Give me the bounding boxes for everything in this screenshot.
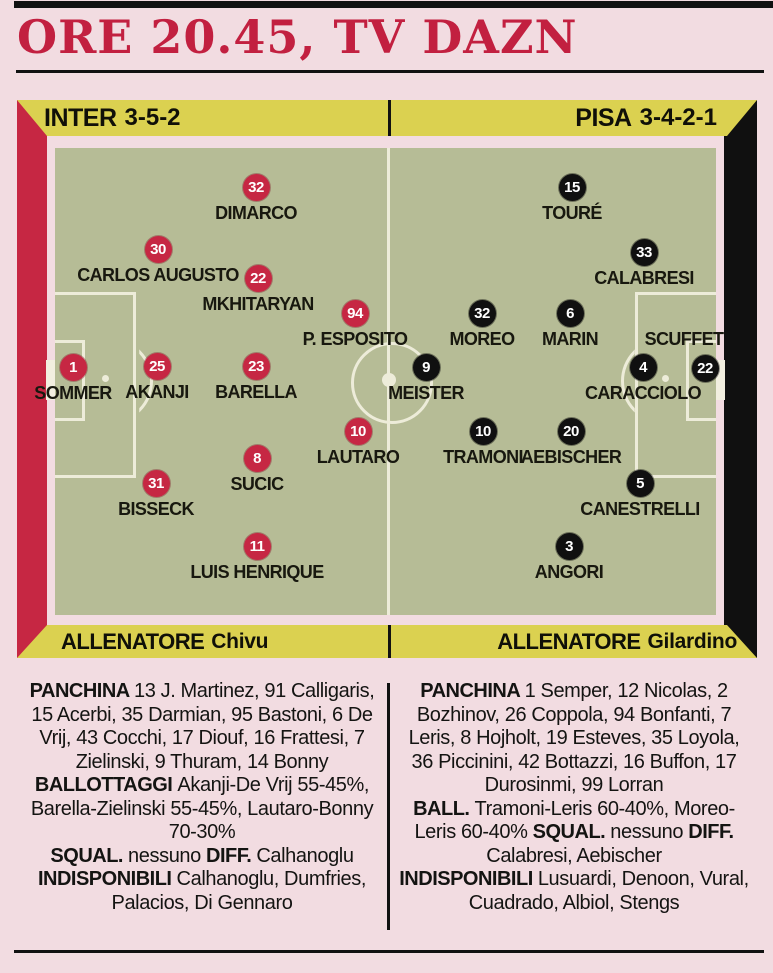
shirt-number-badge: 15 (559, 174, 586, 201)
coaches-band (17, 625, 757, 658)
player-away-moreo (449, 300, 515, 349)
home-coach (61, 625, 268, 658)
player-name-label: DIMARCO (215, 202, 297, 223)
notes-paragraph (28, 774, 376, 845)
away-color-triangle (727, 100, 757, 136)
player-name-label: CARACCIOLO (585, 382, 701, 403)
title-underline-rule (16, 70, 764, 73)
pitch-zone (17, 136, 757, 625)
notes-text: Tramoni-Leris 60-40%, Moreo-Leris 60-40% (414, 797, 735, 843)
notes-paragraph (398, 680, 750, 798)
goal-box-left (55, 340, 85, 421)
shirt-number-badge: 4 (630, 354, 657, 381)
notes-paragraph (28, 868, 376, 915)
player-name-label: MOREO (449, 328, 515, 349)
player-away-marin (542, 300, 598, 349)
player-away-tour- (542, 174, 602, 223)
player-away-calabresi (594, 239, 694, 288)
player-home-dimarco (215, 174, 297, 223)
player-home-luis-henrique (190, 533, 324, 582)
bottom-rule (14, 950, 764, 953)
player-away-meister (388, 354, 464, 403)
player-home-bisseck (118, 470, 194, 519)
shirt-number-badge: 25 (144, 353, 171, 380)
player-name-label: CARLOS AUGUSTO (77, 264, 239, 285)
shirt-number-badge: 22 (245, 265, 272, 292)
home-team-formation: 3-5-2 (124, 104, 181, 131)
player-away-canestrelli (580, 470, 700, 519)
home-coach-name: Chivu (211, 629, 269, 653)
player-name-label: P. ESPOSITO (302, 328, 408, 349)
away-coach-name: Gilardino (647, 629, 737, 653)
shirt-number-badge: 11 (244, 533, 271, 560)
player-home-sucic (230, 445, 284, 494)
notes-section-label: BALLOTTAGGI (34, 774, 178, 796)
home-color-triangle (17, 100, 47, 136)
player-name-label: MEISTER (388, 382, 464, 403)
player-name-label: AKANJI (125, 381, 189, 402)
page-title: ORE 20.45, TV DAZN (17, 10, 578, 64)
home-team-label (44, 100, 181, 136)
player-home-mkhitaryan (202, 265, 314, 314)
player-name-label: SCUFFET (644, 328, 724, 349)
notes-section-label: PANCHINA (420, 680, 525, 702)
notes-section-label: DIFF. (688, 821, 734, 843)
notes-text: Lusuardi, Denoon, Vural, Cuadrado, Albiol, Stengs (468, 868, 749, 914)
penalty-spot-left (102, 375, 109, 382)
shirt-number-badge: 1 (60, 354, 87, 381)
shirt-number-badge: 6 (557, 300, 584, 327)
notes-text: nessuno (610, 821, 689, 843)
away-team-name: PISA (575, 103, 632, 132)
notes-section-label: BALL. (413, 797, 475, 820)
home-color-triangle-bottom (17, 625, 47, 658)
shirt-number-badge: 5 (627, 470, 654, 497)
player-away-caracciolo (585, 354, 701, 403)
player-home-p-esposito (302, 300, 408, 349)
notes-text: Calabresi, Aebischer (486, 844, 662, 867)
player-name-label: LUIS HENRIQUE (190, 561, 324, 582)
notes-text: Akanji-De Vrij 55-45%, Barella-Zielinski 55-45%, Lautaro-Bonny 70-30% (30, 774, 374, 843)
home-coach-label: ALLENATORE (61, 628, 205, 654)
player-away-angori (534, 533, 604, 582)
player-name-label: AEBISCHER (520, 446, 622, 467)
notes-text: nessuno (128, 844, 207, 867)
shirt-number-badge: 3 (556, 533, 583, 560)
shirt-number-badge: 94 (342, 300, 369, 327)
shirt-number-badge: 10 (345, 418, 372, 445)
player-name-label: CANESTRELLI (580, 498, 700, 519)
player-away-tramoni (443, 418, 523, 467)
pitch-field (34, 148, 724, 615)
notes-column-divider (387, 683, 390, 930)
top-rule (14, 1, 773, 8)
away-coach-label: ALLENATORE (497, 628, 641, 654)
home-notes-column (28, 680, 376, 915)
notes-paragraph (398, 868, 750, 915)
notes-text: Calhanoglu, Dumfries, Palacios, Di Gennaro (111, 868, 367, 914)
shirt-number-badge: 9 (413, 354, 440, 381)
shirt-number-badge: 33 (631, 239, 658, 266)
player-home-akanji (125, 353, 189, 402)
shirt-number-badge: 22 (692, 355, 719, 382)
notes-paragraph (28, 845, 376, 869)
home-team-name: INTER (44, 103, 117, 132)
player-away-scuffet (644, 328, 724, 382)
notes-section-label: SQUAL. (532, 821, 611, 843)
player-home-lautaro (316, 418, 400, 467)
teams-band (17, 100, 757, 136)
notes-paragraph (28, 680, 376, 774)
shirt-number-badge: 23 (243, 353, 270, 380)
notes-paragraph (398, 798, 750, 869)
shirt-number-badge: 20 (558, 418, 585, 445)
player-home-sommer (34, 354, 112, 403)
shirt-number-badge: 8 (244, 445, 271, 472)
notes-section-label: SQUAL. (50, 844, 129, 867)
player-name-label: TOURÉ (542, 202, 602, 223)
home-side-band (17, 136, 47, 625)
player-name-label: MARIN (542, 328, 598, 349)
notes-section-label: DIFF. (206, 844, 257, 867)
penalty-spot-right (662, 375, 669, 382)
player-name-label: ANGORI (534, 561, 604, 582)
notes-section-label: INDISPONIBILI (37, 868, 177, 890)
notes-section-label: INDISPONIBILI (399, 868, 538, 890)
shirt-number-badge: 30 (145, 236, 172, 263)
teams-band-divider (388, 100, 391, 136)
player-home-barella (215, 353, 297, 402)
notes-text: Calhanoglu (256, 844, 354, 867)
player-name-label: LAUTARO (316, 446, 400, 467)
notes-text: 13 J. Martinez, 91 Calligaris, 15 Acerbi, 35 Darmian, 95 Bastoni, 6 De Vrij, 43 Cocchi, 17 Diouf, 16 Frattesi, 7 Zielinski, 9 Thuram, 14 Bonny (31, 680, 375, 773)
away-coach (497, 625, 737, 658)
away-team-label (575, 100, 717, 136)
away-team-formation: 3-4-2-1 (639, 104, 717, 131)
away-notes-column (398, 680, 750, 915)
shirt-number-badge: 32 (243, 174, 270, 201)
away-side-band (724, 136, 757, 625)
player-away-aebischer (520, 418, 622, 467)
coaches-band-divider (388, 625, 391, 658)
player-name-label: BISSECK (118, 498, 194, 519)
player-name-label: TRAMONI (443, 446, 523, 467)
notes-text: 1 Semper, 12 Nicolas, 2 Bozhinov, 26 Coppola, 94 Bonfanti, 7 Leris, 8 Hojholt, 19 Esteves, 35 Loyola, 36 Piccinini, 42 Bottazzi, 16 Buffon, 17 Durosinmi, 99 Lorran (408, 680, 740, 796)
shirt-number-badge: 10 (470, 418, 497, 445)
player-name-label: CALABRESI (594, 267, 694, 288)
shirt-number-badge: 32 (469, 300, 496, 327)
player-name-label: MKHITARYAN (202, 293, 314, 314)
player-home-carlos-augusto (77, 236, 239, 285)
notes-section-label: PANCHINA (29, 680, 135, 702)
shirt-number-badge: 31 (143, 470, 170, 497)
player-name-label: BARELLA (215, 381, 297, 402)
player-name-label: SUCIC (230, 473, 284, 494)
player-name-label: SOMMER (34, 382, 112, 403)
